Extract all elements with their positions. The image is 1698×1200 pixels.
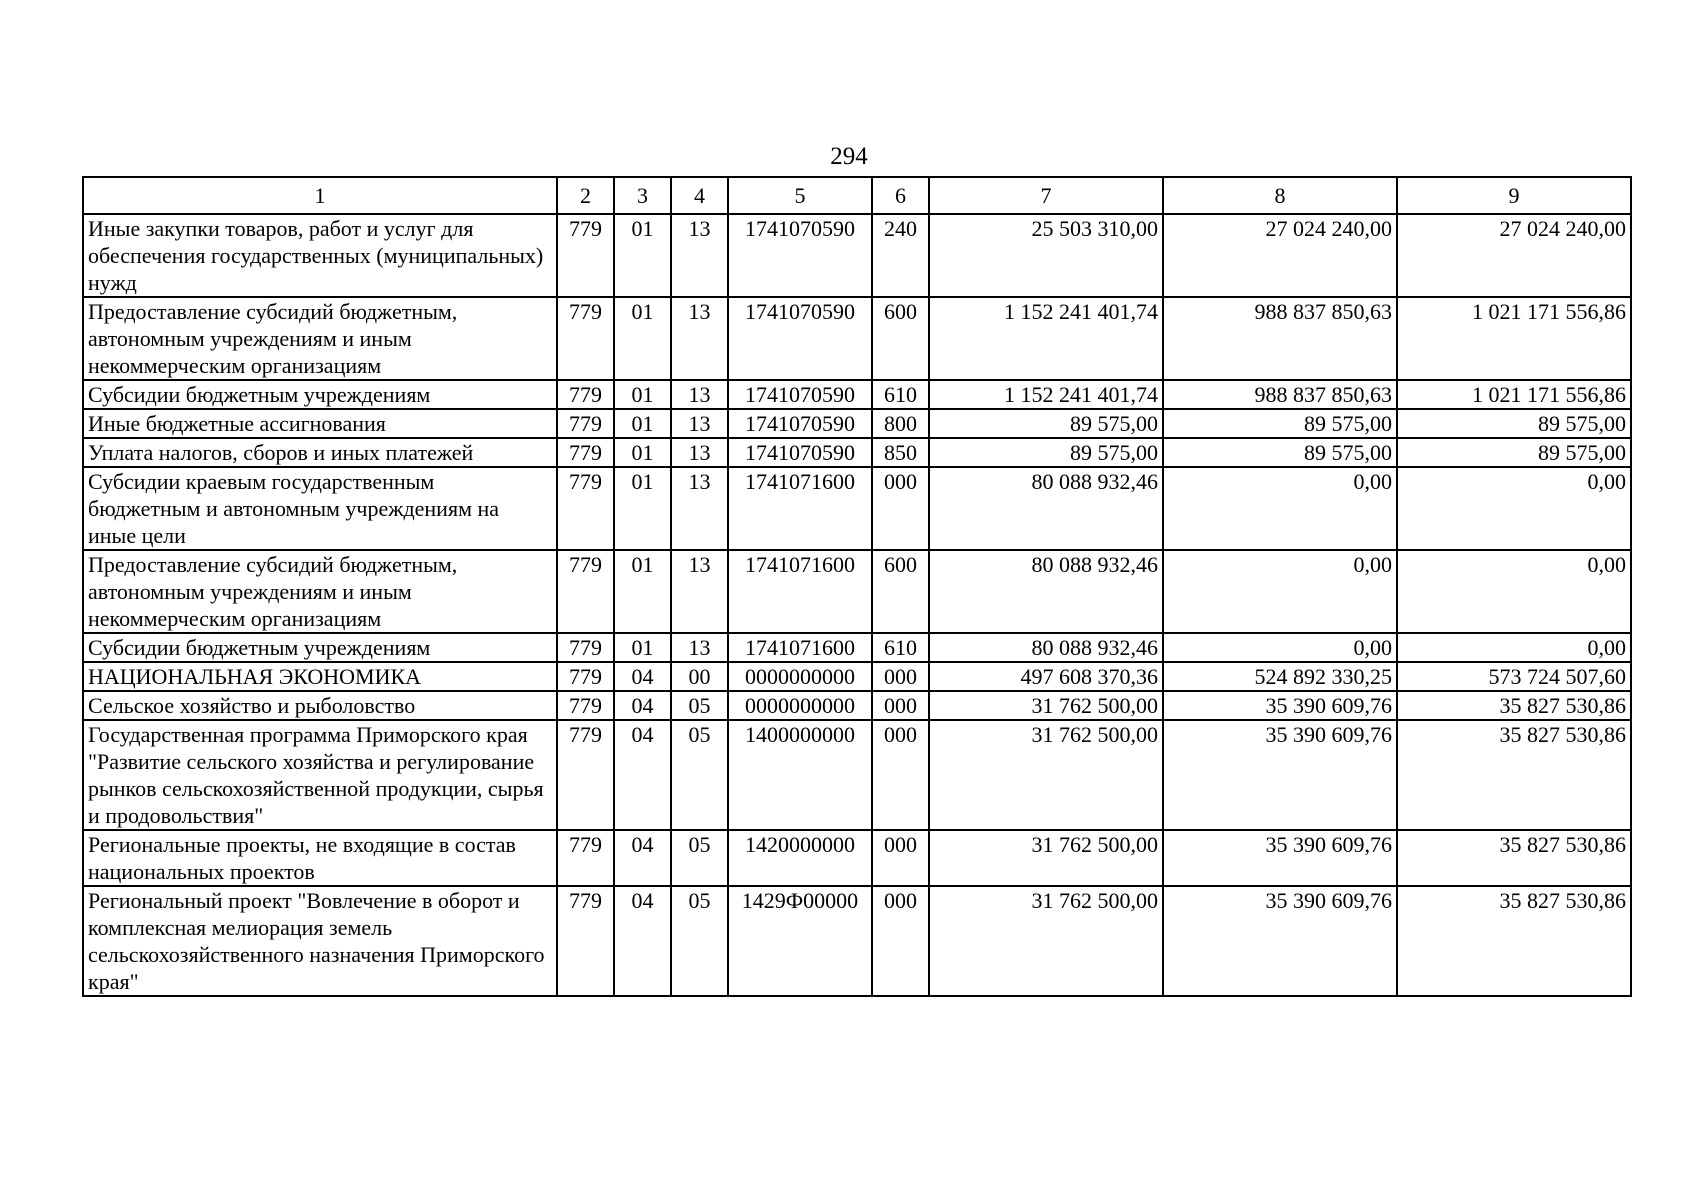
table-row	[83, 691, 1631, 720]
amount-cell: 35 827 530,86	[1397, 830, 1631, 886]
code-cell: 04	[614, 720, 671, 830]
amount-cell: 1 021 171 556,86	[1397, 297, 1631, 380]
column-header: 4	[671, 177, 728, 214]
code-cell: 1420000000	[728, 830, 872, 886]
table-row	[83, 409, 1631, 438]
table-row	[83, 438, 1631, 467]
code-cell: 000	[872, 662, 929, 691]
row-name-cell: Региональный проект "Вовлечение в оборот и комплексная мелиорация земель сельскохозяйственного назначения Приморского края"	[83, 886, 557, 996]
code-cell: 01	[614, 467, 671, 550]
amount-cell: 988 837 850,63	[1163, 297, 1397, 380]
amount-cell: 0,00	[1397, 550, 1631, 633]
code-cell: 01	[614, 380, 671, 409]
table-row	[83, 297, 1631, 380]
code-cell: 00	[671, 662, 728, 691]
code-cell: 13	[671, 297, 728, 380]
row-name-cell: Субсидии бюджетным учреждениям	[83, 380, 557, 409]
column-header: 9	[1397, 177, 1631, 214]
table-row	[83, 467, 1631, 550]
table-row	[83, 214, 1631, 297]
amount-cell: 80 088 932,46	[929, 633, 1163, 662]
amount-cell: 89 575,00	[929, 438, 1163, 467]
code-cell: 1741070590	[728, 214, 872, 297]
code-cell: 1741070590	[728, 438, 872, 467]
amount-cell: 89 575,00	[1397, 438, 1631, 467]
column-header: 2	[557, 177, 614, 214]
table-row	[83, 662, 1631, 691]
amount-cell: 0,00	[1163, 633, 1397, 662]
amount-cell: 31 762 500,00	[929, 830, 1163, 886]
code-cell: 01	[614, 409, 671, 438]
code-cell: 1741071600	[728, 550, 872, 633]
row-name-cell: Предоставление субсидий бюджетным, автономным учреждениям и иным некоммерческим организациям	[83, 550, 557, 633]
table-row	[83, 633, 1631, 662]
code-cell: 01	[614, 438, 671, 467]
amount-cell: 89 575,00	[1163, 438, 1397, 467]
row-name-cell: Сельское хозяйство и рыболовство	[83, 691, 557, 720]
amount-cell: 35 827 530,86	[1397, 691, 1631, 720]
page-number: 294	[830, 143, 868, 170]
code-cell: 01	[614, 297, 671, 380]
amount-cell: 89 575,00	[1163, 409, 1397, 438]
amount-cell: 31 762 500,00	[929, 886, 1163, 996]
table-header-row	[83, 177, 1631, 214]
amount-cell: 0,00	[1163, 467, 1397, 550]
column-header: 6	[872, 177, 929, 214]
code-cell: 779	[557, 297, 614, 380]
table-row	[83, 886, 1631, 996]
amount-cell: 25 503 310,00	[929, 214, 1163, 297]
code-cell: 0000000000	[728, 662, 872, 691]
amount-cell: 0,00	[1163, 550, 1397, 633]
budget-table	[82, 176, 1632, 997]
amount-cell: 89 575,00	[1397, 409, 1631, 438]
code-cell: 13	[671, 438, 728, 467]
column-header: 7	[929, 177, 1163, 214]
row-name-cell: Государственная программа Приморского края "Развитие сельского хозяйства и регулирование рынков сельскохозяйственной продукции, сырья и продовольствия"	[83, 720, 557, 830]
amount-cell: 0,00	[1397, 467, 1631, 550]
code-cell: 13	[671, 467, 728, 550]
code-cell: 779	[557, 662, 614, 691]
amount-cell: 27 024 240,00	[1397, 214, 1631, 297]
code-cell: 779	[557, 691, 614, 720]
amount-cell: 1 021 171 556,86	[1397, 380, 1631, 409]
amount-cell: 573 724 507,60	[1397, 662, 1631, 691]
code-cell: 1741071600	[728, 633, 872, 662]
amount-cell: 31 762 500,00	[929, 720, 1163, 830]
code-cell: 13	[671, 380, 728, 409]
row-name-cell: Субсидии бюджетным учреждениям	[83, 633, 557, 662]
column-header: 3	[614, 177, 671, 214]
code-cell: 610	[872, 633, 929, 662]
code-cell: 1429Ф00000	[728, 886, 872, 996]
code-cell: 1741070590	[728, 409, 872, 438]
amount-cell: 1 152 241 401,74	[929, 297, 1163, 380]
code-cell: 04	[614, 662, 671, 691]
code-cell: 1400000000	[728, 720, 872, 830]
code-cell: 01	[614, 214, 671, 297]
column-header: 5	[728, 177, 872, 214]
code-cell: 13	[671, 633, 728, 662]
amount-cell: 31 762 500,00	[929, 691, 1163, 720]
code-cell: 779	[557, 438, 614, 467]
code-cell: 610	[872, 380, 929, 409]
amount-cell: 0,00	[1397, 633, 1631, 662]
row-name-cell: Субсидии краевым государственным бюджетным и автономным учреждениям на иные цели	[83, 467, 557, 550]
code-cell: 850	[872, 438, 929, 467]
row-name-cell: Иные закупки товаров, работ и услуг для обеспечения государственных (муниципальных) нужд	[83, 214, 557, 297]
code-cell: 779	[557, 550, 614, 633]
code-cell: 04	[614, 830, 671, 886]
code-cell: 000	[872, 830, 929, 886]
code-cell: 05	[671, 691, 728, 720]
code-cell: 779	[557, 720, 614, 830]
code-cell: 05	[671, 830, 728, 886]
code-cell: 13	[671, 550, 728, 633]
code-cell: 0000000000	[728, 691, 872, 720]
code-cell: 600	[872, 550, 929, 633]
row-name-cell: Уплата налогов, сборов и иных платежей	[83, 438, 557, 467]
code-cell: 1741071600	[728, 467, 872, 550]
row-name-cell: Иные бюджетные ассигнования	[83, 409, 557, 438]
code-cell: 779	[557, 467, 614, 550]
code-cell: 779	[557, 409, 614, 438]
column-header: 1	[83, 177, 557, 214]
code-cell: 000	[872, 720, 929, 830]
table-row	[83, 550, 1631, 633]
amount-cell: 35 827 530,86	[1397, 720, 1631, 830]
amount-cell: 27 024 240,00	[1163, 214, 1397, 297]
amount-cell: 35 827 530,86	[1397, 886, 1631, 996]
code-cell: 05	[671, 886, 728, 996]
code-cell: 04	[614, 691, 671, 720]
code-cell: 13	[671, 409, 728, 438]
code-cell: 779	[557, 886, 614, 996]
code-cell: 000	[872, 886, 929, 996]
amount-cell: 524 892 330,25	[1163, 662, 1397, 691]
code-cell: 000	[872, 467, 929, 550]
code-cell: 779	[557, 633, 614, 662]
amount-cell: 1 152 241 401,74	[929, 380, 1163, 409]
code-cell: 779	[557, 830, 614, 886]
amount-cell: 35 390 609,76	[1163, 830, 1397, 886]
amount-cell: 35 390 609,76	[1163, 886, 1397, 996]
amount-cell: 35 390 609,76	[1163, 691, 1397, 720]
code-cell: 05	[671, 720, 728, 830]
table-body	[83, 214, 1631, 996]
row-name-cell: НАЦИОНАЛЬНАЯ ЭКОНОМИКА	[83, 662, 557, 691]
code-cell: 01	[614, 633, 671, 662]
code-cell: 240	[872, 214, 929, 297]
code-cell: 13	[671, 214, 728, 297]
amount-cell: 35 390 609,76	[1163, 720, 1397, 830]
amount-cell: 80 088 932,46	[929, 550, 1163, 633]
row-name-cell: Региональные проекты, не входящие в состав национальных проектов	[83, 830, 557, 886]
amount-cell: 80 088 932,46	[929, 467, 1163, 550]
column-header: 8	[1163, 177, 1397, 214]
code-cell: 779	[557, 380, 614, 409]
amount-cell: 89 575,00	[929, 409, 1163, 438]
table-row	[83, 720, 1631, 830]
code-cell: 779	[557, 214, 614, 297]
code-cell: 800	[872, 409, 929, 438]
code-cell: 1741070590	[728, 380, 872, 409]
table-row	[83, 380, 1631, 409]
code-cell: 04	[614, 886, 671, 996]
code-cell: 1741070590	[728, 297, 872, 380]
code-cell: 000	[872, 691, 929, 720]
code-cell: 01	[614, 550, 671, 633]
amount-cell: 497 608 370,36	[929, 662, 1163, 691]
code-cell: 600	[872, 297, 929, 380]
table-row	[83, 830, 1631, 886]
row-name-cell: Предоставление субсидий бюджетным, автономным учреждениям и иным некоммерческим организациям	[83, 297, 557, 380]
amount-cell: 988 837 850,63	[1163, 380, 1397, 409]
